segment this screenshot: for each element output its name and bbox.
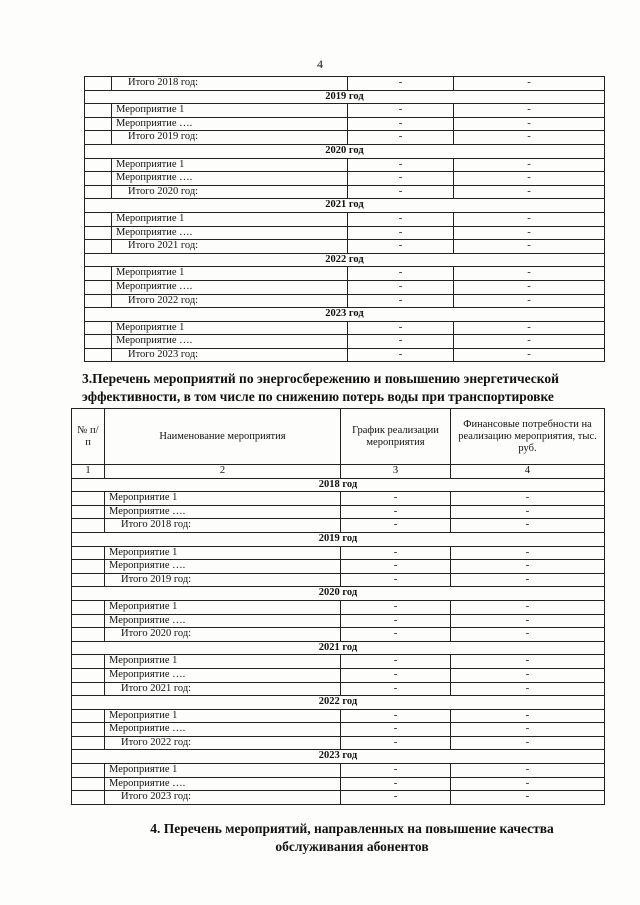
schedule-cell: - <box>348 172 454 186</box>
table-row <box>85 117 605 131</box>
energy-saving-table-body <box>72 409 605 805</box>
table-row <box>72 777 605 791</box>
name-cell: Мероприятие 1 <box>112 158 348 172</box>
financing-cell: - <box>451 709 605 723</box>
financing-cell: - <box>451 791 605 805</box>
financing-cell: - <box>454 335 605 349</box>
year-row <box>72 478 605 492</box>
table-row <box>72 600 605 614</box>
financing-cell: - <box>451 628 605 642</box>
total-row <box>72 519 605 533</box>
number-cell <box>85 294 112 308</box>
total-row <box>72 736 605 750</box>
financing-cell: - <box>454 267 605 281</box>
column-number: 3 <box>341 465 451 479</box>
total-row <box>72 628 605 642</box>
schedule-cell: - <box>348 212 454 226</box>
name-cell: Мероприятие …. <box>112 172 348 186</box>
name-cell: Итого 2019 год: <box>105 573 341 587</box>
name-cell: Мероприятие 1 <box>112 321 348 335</box>
schedule-cell: - <box>341 546 451 560</box>
year-row <box>85 90 605 104</box>
schedule-cell: - <box>341 764 451 778</box>
number-cell <box>85 77 112 91</box>
schedule-cell: - <box>348 294 454 308</box>
year-row <box>85 253 605 267</box>
header-financing: Финансовые потребности на реализацию мероприятия, тыс. руб. <box>451 409 605 465</box>
name-cell: Мероприятие …. <box>112 280 348 294</box>
schedule-cell: - <box>341 682 451 696</box>
table-row <box>85 104 605 118</box>
total-row <box>72 682 605 696</box>
number-cell <box>85 172 112 186</box>
total-row <box>85 77 605 91</box>
total-row <box>85 348 605 362</box>
number-cell <box>72 546 105 560</box>
number-cell <box>72 709 105 723</box>
number-cell <box>72 736 105 750</box>
financing-cell: - <box>454 212 605 226</box>
column-number: 1 <box>72 465 105 479</box>
schedule-cell: - <box>341 505 451 519</box>
name-cell: Мероприятие …. <box>105 614 341 628</box>
year-row <box>85 308 605 322</box>
financing-cell: - <box>451 682 605 696</box>
number-cell <box>72 492 105 506</box>
year-heading: 2021 год <box>72 641 605 655</box>
schedule-cell: - <box>341 723 451 737</box>
schedule-cell: - <box>341 628 451 642</box>
number-cell <box>72 600 105 614</box>
table-row <box>85 321 605 335</box>
table-row <box>72 655 605 669</box>
name-cell: Мероприятие …. <box>105 560 341 574</box>
year-heading: 2020 год <box>72 587 605 601</box>
total-row <box>85 131 605 145</box>
schedule-cell: - <box>348 226 454 240</box>
header-name: Наименование мероприятия <box>105 409 341 465</box>
section-4-title-line1: 4. Перечень мероприятий, направленных на повышение качества <box>150 821 554 836</box>
name-cell: Мероприятие …. <box>112 226 348 240</box>
year-heading: 2019 год <box>85 90 605 104</box>
number-cell <box>85 212 112 226</box>
name-cell: Итого 2018 год: <box>105 519 341 533</box>
name-cell: Мероприятие 1 <box>105 709 341 723</box>
name-cell: Мероприятие 1 <box>105 546 341 560</box>
name-cell: Итого 2021 год: <box>112 240 348 254</box>
name-cell: Мероприятие …. <box>112 335 348 349</box>
number-cell <box>72 764 105 778</box>
total-row <box>85 240 605 254</box>
financing-cell: - <box>451 573 605 587</box>
financing-cell: - <box>451 492 605 506</box>
name-cell: Итого 2021 год: <box>105 682 341 696</box>
schedule-cell: - <box>348 117 454 131</box>
number-cell <box>85 131 112 145</box>
schedule-cell: - <box>341 492 451 506</box>
schedule-cell: - <box>341 655 451 669</box>
table-continued <box>84 76 605 362</box>
number-cell <box>85 226 112 240</box>
number-cell <box>72 614 105 628</box>
table-row <box>72 614 605 628</box>
year-heading: 2020 год <box>85 144 605 158</box>
table-row <box>72 709 605 723</box>
year-row <box>72 696 605 710</box>
financing-cell: - <box>451 560 605 574</box>
table-row <box>85 226 605 240</box>
financing-cell: - <box>451 505 605 519</box>
schedule-cell: - <box>341 519 451 533</box>
financing-cell: - <box>454 280 605 294</box>
schedule-cell: - <box>341 614 451 628</box>
table-row <box>85 158 605 172</box>
number-cell <box>85 335 112 349</box>
schedule-cell: - <box>348 77 454 91</box>
financing-cell: - <box>451 546 605 560</box>
year-heading: 2023 год <box>85 308 605 322</box>
header-schedule: График реализации мероприятия <box>341 409 451 465</box>
financing-cell: - <box>451 519 605 533</box>
number-cell <box>72 560 105 574</box>
name-cell: Мероприятие …. <box>105 777 341 791</box>
table-row <box>72 546 605 560</box>
financing-cell: - <box>454 321 605 335</box>
financing-cell: - <box>454 240 605 254</box>
table-row <box>72 505 605 519</box>
number-cell <box>72 628 105 642</box>
financing-cell: - <box>451 777 605 791</box>
total-row <box>85 185 605 199</box>
number-cell <box>72 519 105 533</box>
schedule-cell: - <box>348 131 454 145</box>
number-cell <box>72 777 105 791</box>
total-row <box>72 573 605 587</box>
number-cell <box>72 791 105 805</box>
year-row <box>72 587 605 601</box>
name-cell: Итого 2022 год: <box>112 294 348 308</box>
table-row <box>72 668 605 682</box>
schedule-cell: - <box>341 560 451 574</box>
number-cell <box>85 348 112 362</box>
table-row <box>72 560 605 574</box>
financing-cell: - <box>454 185 605 199</box>
schedule-cell: - <box>341 573 451 587</box>
schedule-cell: - <box>348 240 454 254</box>
number-cell <box>72 573 105 587</box>
name-cell: Мероприятие …. <box>105 505 341 519</box>
name-cell: Мероприятие 1 <box>105 600 341 614</box>
schedule-cell: - <box>341 777 451 791</box>
energy-saving-table <box>71 408 605 805</box>
financing-cell: - <box>454 294 605 308</box>
financing-cell: - <box>454 117 605 131</box>
number-cell <box>85 117 112 131</box>
schedule-cell: - <box>348 158 454 172</box>
table-row <box>85 267 605 281</box>
header-number: № п/п <box>72 409 105 465</box>
name-cell: Итого 2023 год: <box>112 348 348 362</box>
table-row <box>85 280 605 294</box>
year-row <box>85 144 605 158</box>
column-number: 2 <box>105 465 341 479</box>
schedule-cell: - <box>348 104 454 118</box>
financing-cell: - <box>454 104 605 118</box>
schedule-cell: - <box>348 335 454 349</box>
name-cell: Итого 2019 год: <box>112 131 348 145</box>
financing-cell: - <box>454 158 605 172</box>
financing-cell: - <box>454 348 605 362</box>
year-row <box>72 532 605 546</box>
number-cell <box>85 280 112 294</box>
number-cell <box>85 267 112 281</box>
year-heading: 2023 год <box>72 750 605 764</box>
year-heading: 2022 год <box>85 253 605 267</box>
schedule-cell: - <box>341 709 451 723</box>
schedule-cell: - <box>348 185 454 199</box>
number-cell <box>85 240 112 254</box>
table-row <box>72 764 605 778</box>
financing-cell: - <box>451 723 605 737</box>
section-4-title-line2: обслуживания абонентов <box>275 839 429 854</box>
financing-cell: - <box>454 226 605 240</box>
year-row <box>72 750 605 764</box>
page-number: 4 <box>317 57 323 71</box>
name-cell: Мероприятие 1 <box>105 764 341 778</box>
name-cell: Итого 2023 год: <box>105 791 341 805</box>
schedule-cell: - <box>341 736 451 750</box>
schedule-cell: - <box>341 791 451 805</box>
table-row <box>72 492 605 506</box>
name-cell: Мероприятие 1 <box>112 212 348 226</box>
financing-cell: - <box>451 614 605 628</box>
section-4-title <box>122 820 582 856</box>
financing-cell: - <box>451 764 605 778</box>
number-cell <box>85 104 112 118</box>
financing-cell: - <box>451 668 605 682</box>
table-header-row <box>72 409 605 465</box>
year-heading: 2022 год <box>72 696 605 710</box>
year-row <box>85 199 605 213</box>
name-cell: Мероприятие 1 <box>112 267 348 281</box>
column-numbers-row <box>72 465 605 479</box>
name-cell: Мероприятие …. <box>105 723 341 737</box>
schedule-cell: - <box>348 280 454 294</box>
financing-cell: - <box>454 131 605 145</box>
name-cell: Итого 2018 год: <box>112 77 348 91</box>
year-heading: 2018 год <box>72 478 605 492</box>
number-cell <box>85 158 112 172</box>
number-cell <box>85 185 112 199</box>
table-row <box>85 212 605 226</box>
name-cell: Мероприятие 1 <box>112 104 348 118</box>
table-row <box>72 723 605 737</box>
financing-cell: - <box>454 172 605 186</box>
schedule-cell: - <box>348 321 454 335</box>
name-cell: Итого 2022 год: <box>105 736 341 750</box>
table-row <box>85 335 605 349</box>
total-row <box>85 294 605 308</box>
number-cell <box>72 655 105 669</box>
table-continued-body <box>85 77 605 362</box>
schedule-cell: - <box>341 600 451 614</box>
column-number: 4 <box>451 465 605 479</box>
financing-cell: - <box>451 736 605 750</box>
section-3-title: 3.Перечень мероприятий по энергосбережению и повышению энергетической эффективности, в том числе по снижению потерь воды при транспортировке <box>82 371 559 404</box>
name-cell: Мероприятие 1 <box>105 492 341 506</box>
financing-cell: - <box>454 77 605 91</box>
year-heading: 2019 год <box>72 532 605 546</box>
name-cell: Мероприятие …. <box>112 117 348 131</box>
number-cell <box>85 321 112 335</box>
name-cell: Итого 2020 год: <box>112 185 348 199</box>
schedule-cell: - <box>348 267 454 281</box>
table-row <box>85 172 605 186</box>
number-cell <box>72 505 105 519</box>
total-row <box>72 791 605 805</box>
year-row <box>72 641 605 655</box>
name-cell: Мероприятие 1 <box>105 655 341 669</box>
financing-cell: - <box>451 600 605 614</box>
financing-cell: - <box>451 655 605 669</box>
number-cell <box>72 682 105 696</box>
number-cell <box>72 668 105 682</box>
schedule-cell: - <box>341 668 451 682</box>
schedule-cell: - <box>348 348 454 362</box>
name-cell: Мероприятие …. <box>105 668 341 682</box>
year-heading: 2021 год <box>85 199 605 213</box>
number-cell <box>72 723 105 737</box>
name-cell: Итого 2020 год: <box>105 628 341 642</box>
